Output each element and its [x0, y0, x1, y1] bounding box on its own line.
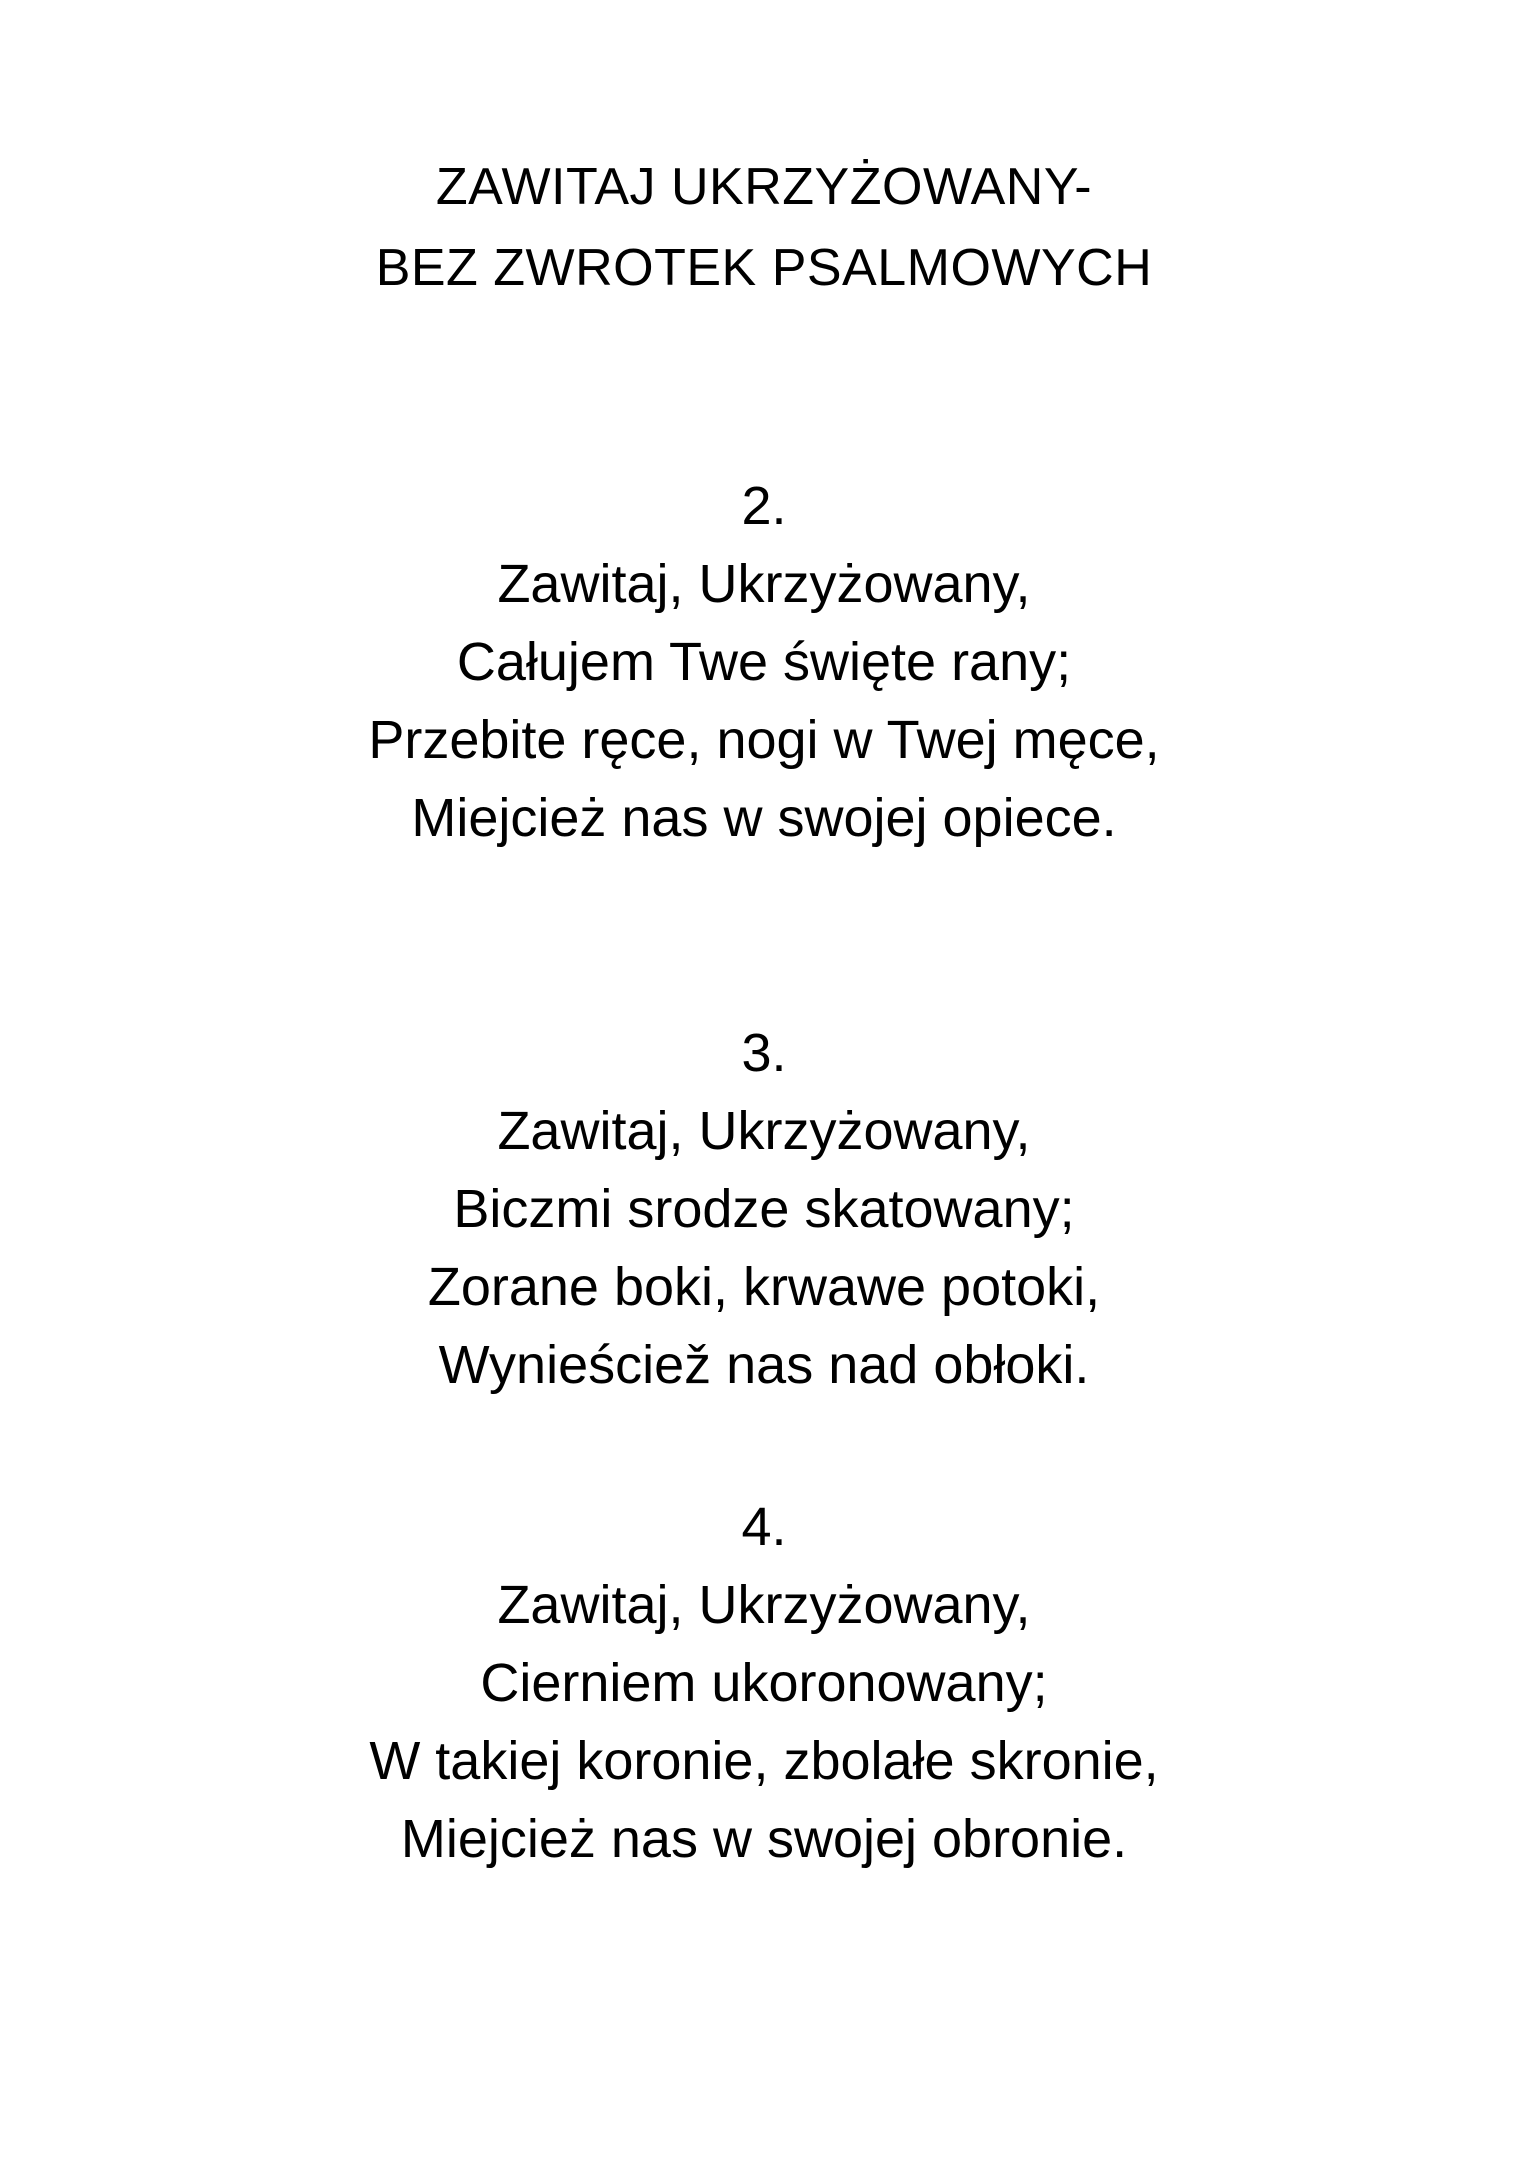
stanza-line: Zawitaj, Ukrzyżowany, — [497, 1101, 1031, 1161]
stanza-line: Wynieściež nas nad obłoki. — [438, 1335, 1090, 1395]
stanza-3 — [0, 1014, 1528, 1404]
stanza-line: Zawitaj, Ukrzyżowany, — [497, 1575, 1031, 1635]
stanza-line: Zawitaj, Ukrzyżowany, — [497, 554, 1031, 614]
stanza-line: Całujem Twe święte rany; — [456, 632, 1072, 692]
stanza-4 — [0, 1488, 1528, 1878]
stanza-2 — [0, 467, 1528, 857]
title-line-1: ZAWITAJ UKRZYŻOWANY- — [435, 158, 1093, 216]
stanza-line: Miejcież nas w swojej obronie. — [400, 1809, 1128, 1869]
stanza-line: Przebite ręce, nogi w Twej męce, — [368, 710, 1160, 770]
stanza-line: W takiej koronie, zbolałe skronie, — [369, 1731, 1159, 1791]
stanza-line: Cierniem ukoronowany; — [480, 1653, 1048, 1713]
stanza-line: Miejcież nas w swojej opiece. — [411, 788, 1117, 848]
stanza-number: 4. — [741, 1497, 787, 1557]
title-line-2: BEZ ZWROTEK PSALMOWYCH — [375, 239, 1153, 297]
stanza-number: 2. — [741, 476, 787, 536]
stanza-number: 3. — [741, 1023, 787, 1083]
stanza-line: Biczmi srodze skatowany; — [453, 1179, 1075, 1239]
stanza-line: Zorane boki, krwawe potoki, — [427, 1257, 1101, 1317]
